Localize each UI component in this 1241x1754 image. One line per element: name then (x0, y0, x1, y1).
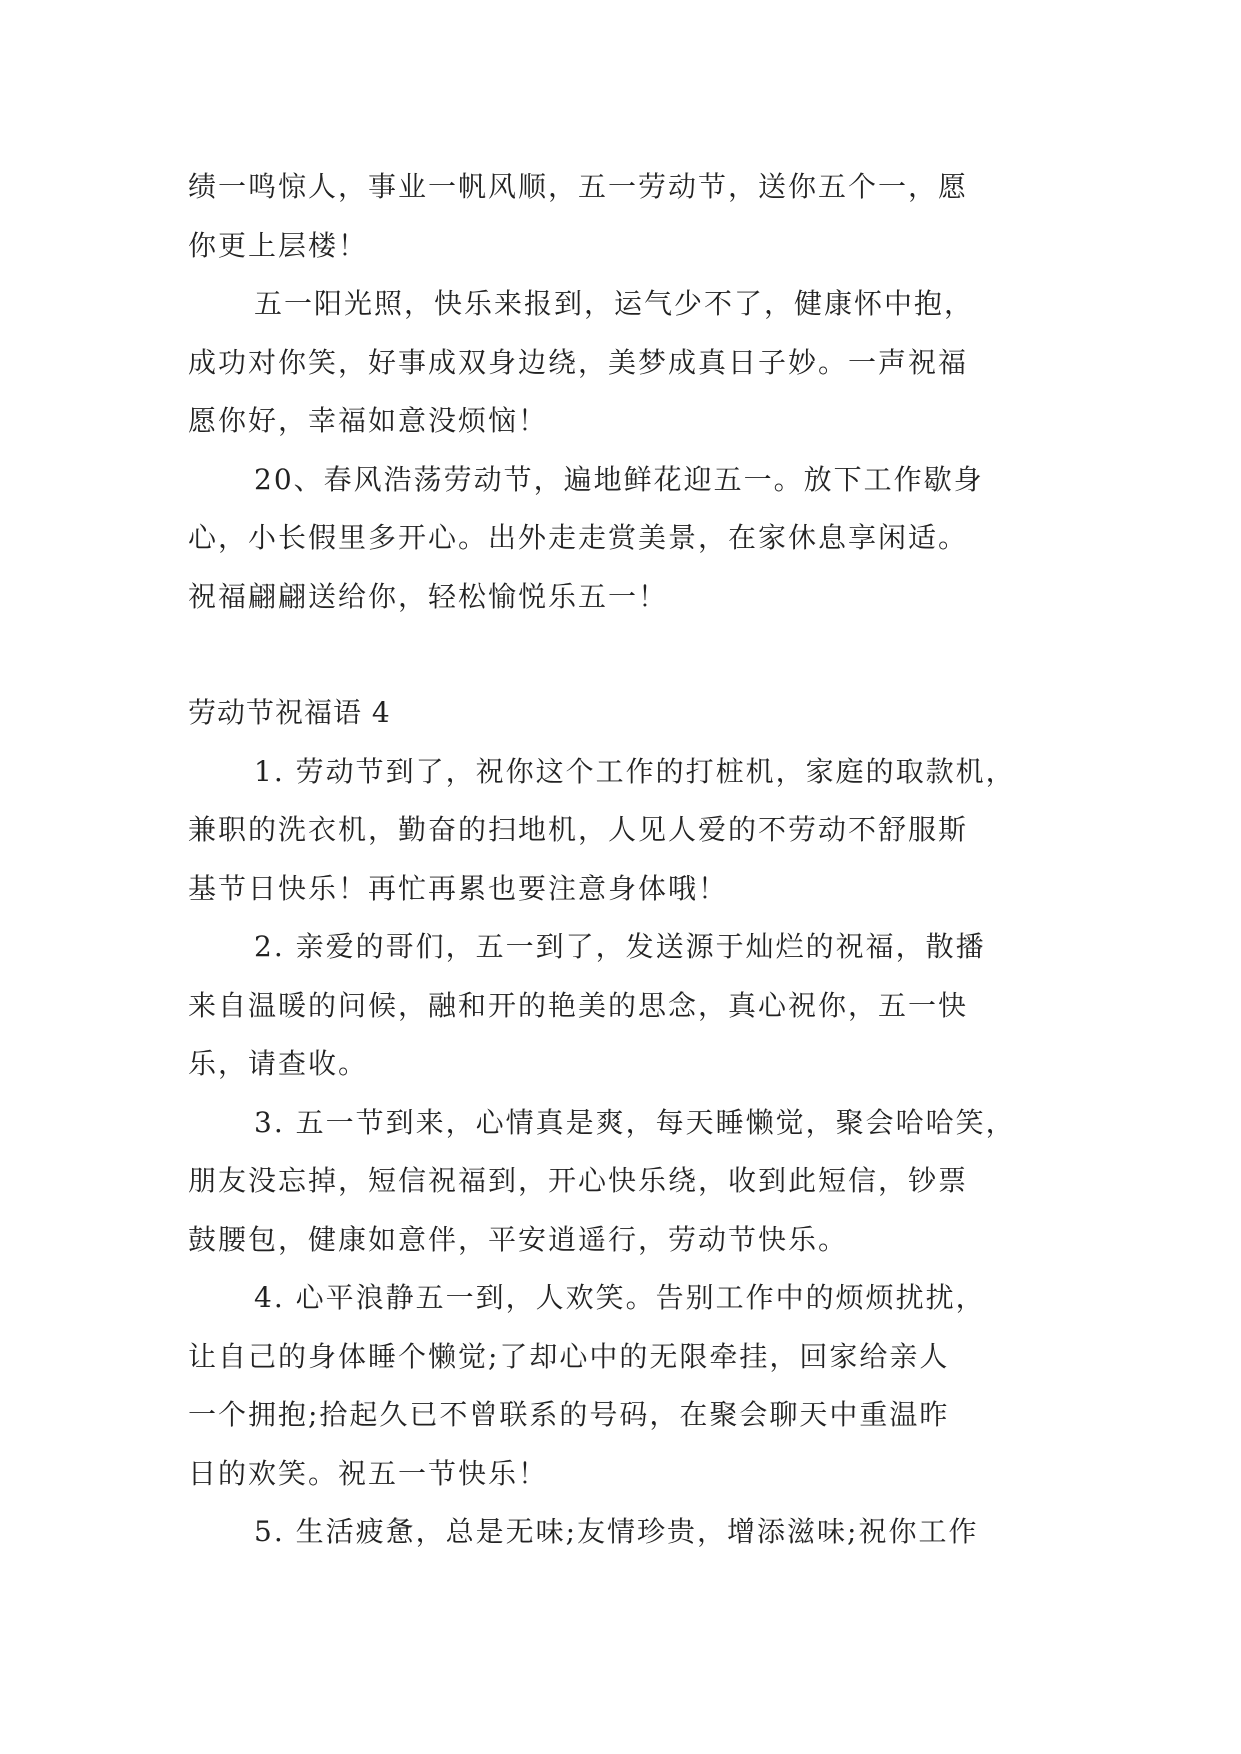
paragraph (188, 158, 1068, 275)
paragraph (188, 1503, 1068, 1562)
section-title: 劳动节祝福语 4 (188, 696, 391, 729)
text-line: 5. 生活疲惫，总是无味;友情珍贵，增添滋味;祝你工作 (254, 1515, 979, 1548)
text-line: 20、春风浩荡劳动节，遍地鲜花迎五一。放下工作歇身 (254, 462, 984, 496)
paragraph (188, 1094, 1068, 1270)
text-line: 让自己的身体睡个懒觉;了却心中的无限牵挂，回家给亲人 (188, 1339, 950, 1373)
text-line: 祝福翩翩送给你，轻松愉悦乐五一！ (188, 579, 669, 613)
text-line: 乐，请查收。 (188, 1047, 369, 1080)
text-line: 日的欢笑。祝五一节快乐！ (188, 1456, 549, 1490)
text-line: 心，小长假里多开心。出外走走赏美景，在家休息享闲适。 (188, 521, 969, 554)
text-line: 五一阳光照，快乐来报到，运气少不了，健康怀中抱， (254, 287, 975, 320)
text-line: 绩一鸣惊人，事业一帆风顺，五一劳动节，送你五个一，愿 (188, 170, 969, 203)
text-line: 你更上层楼！ (188, 228, 369, 262)
text-line: 鼓腰包，健康如意伴，平安逍遥行，劳动节快乐。 (188, 1222, 849, 1256)
paragraph (188, 918, 1068, 1094)
text-line: 一个拥抱;拾起久已不曾联系的号码，在聚会聊天中重温昨 (188, 1398, 950, 1431)
paragraph (188, 1269, 1068, 1503)
text-line: 4. 心平浪静五一到，人欢笑。告别工作中的烦烦扰扰， (254, 1281, 986, 1314)
paragraph (188, 451, 1068, 627)
text-line: 愿你好，幸福如意没烦恼！ (188, 404, 549, 437)
text-line: 兼职的洗衣机，勤奋的扫地机，人见人爱的不劳动不舒服斯 (188, 813, 969, 846)
text-line: 朋友没忘掉，短信祝福到，开心快乐绕，收到此短信，钞票 (188, 1164, 969, 1197)
text-line: 来自温暖的问候，融和开的艳美的思念，真心祝你，五一快 (188, 988, 969, 1022)
text-line: 3. 五一节到来，心情真是爽，每天睡懒觉，聚会哈哈笑， (254, 1105, 1016, 1139)
text-line: 基节日快乐！再忙再累也要注意身体哦！ (188, 871, 729, 905)
paragraph (188, 743, 1068, 919)
text-line: 成功对你笑，好事成双身边绕，美梦成真日子妙。一声祝福 (188, 345, 969, 379)
document-page (188, 158, 1068, 1562)
text-line: 2. 亲爱的哥们，五一到了，发送源于灿烂的祝福，散播 (254, 930, 986, 963)
paragraph (188, 275, 1068, 451)
text-line: 1. 劳动节到了，祝你这个工作的打桩机，家庭的取款机， (254, 754, 1016, 788)
